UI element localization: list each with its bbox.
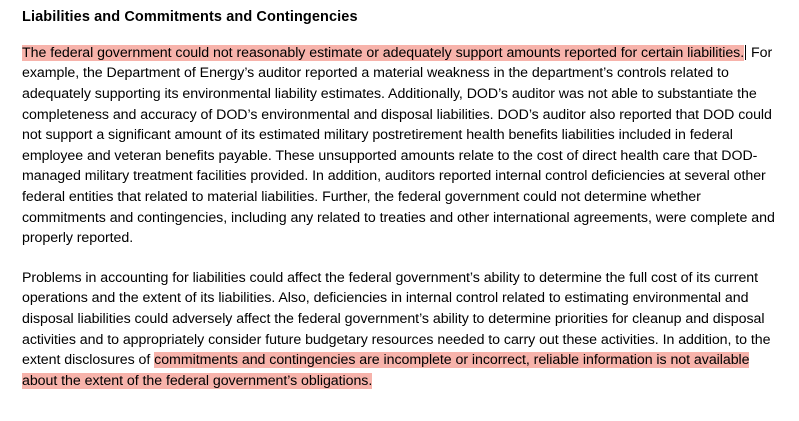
paragraph-1-body: For example, the Department of Energy’s auditor reported a material weakness in the department’s controls related to adequately supporting its environmental liability estimates. Additionally, DOD’s auditor was not able to substantiate the completeness and accuracy of DOD’s environmental and disposal liabilities. DOD’s auditor also reported that DOD could not support a significant amount of its estimated military postretirement health benefits liabilities included in federal employee and veteran benefits payable. These unsupported amounts relate to the cost of direct health care that DOD-managed military treatment facilities provided. In addition, auditors reported internal control deficiencies at several other federal entities that related to material liabilities. Further, the federal government could not determine whether commitments and contingencies, including any related to treaties and other international agreements, were complete and properly reported. xyxy=(22,44,775,247)
highlighted-text-1: The federal government could not reasonably estimate or adequately support amounts reported for certain liabilities. xyxy=(22,44,745,61)
paragraph-1 xyxy=(22,43,777,249)
paragraph-2-body: Problems in accounting for liabilities could affect the federal government’s ability to determine the full cost of its current operations and the extent of its liabilities. Also, deficiencies in internal control related to estimating environmental and disposal liabilities could adversely affect the federal government’s ability to determine priorities for cleanup and disposal activities and to appropriately consider future budgetary resources needed to carry out these activities. In addition, to the extent disclosures of xyxy=(22,269,771,369)
highlighted-text-2: commitments and contingencies are incomplete or incorrect, reliable information is not available about the extent of the federal government’s obligations. xyxy=(22,352,750,389)
page-title: Liabilities and Commitments and Contingencies xyxy=(22,9,358,25)
paragraph-2 xyxy=(22,268,777,392)
text-cursor xyxy=(745,45,746,60)
